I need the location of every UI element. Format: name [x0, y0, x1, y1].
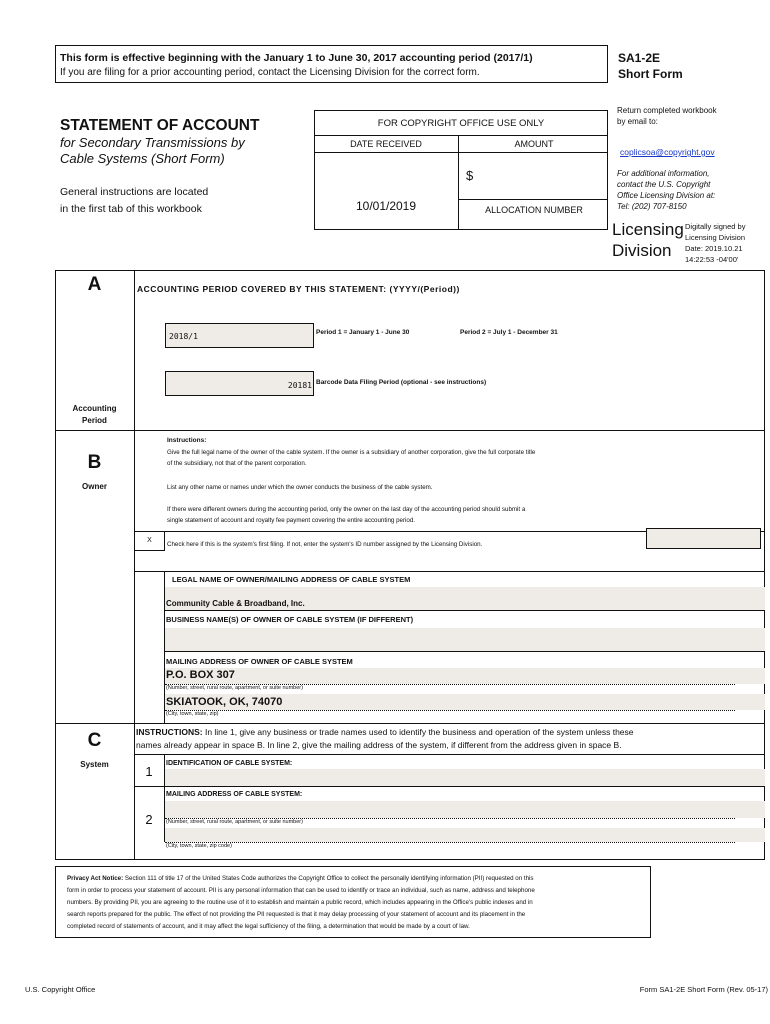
page-subtitle-2: Cable Systems (Short Form) — [60, 151, 225, 166]
system-id-input[interactable] — [646, 528, 761, 549]
legal-name-label: LEGAL NAME OF OWNER/MAILING ADDRESS OF CABLE SYSTEM — [172, 575, 411, 584]
date-received-label: DATE RECEIVED — [350, 139, 422, 149]
system-city-input[interactable] — [165, 828, 765, 842]
signature-text-1: Digitally signed by — [685, 222, 746, 231]
business-names-input[interactable] — [165, 628, 765, 651]
accounting-period-value: 2018/1 — [169, 332, 198, 341]
accounting-period-heading: ACCOUNTING PERIOD COVERED BY THIS STATEMENT: (YYYY/(Period)) — [137, 284, 460, 294]
section-b-label: Owner — [82, 482, 107, 491]
owner-city-value: SKIATOOK, OK, 74070 — [166, 696, 283, 708]
system-mailing-label: MAILING ADDRESS OF CABLE SYSTEM: — [166, 791, 303, 798]
owner-instr-3: List any other name or names under which the owner conducts the business of the cable system. — [167, 484, 433, 491]
contact-info-1: For additional information, — [617, 169, 710, 178]
notice-line-2: If you are filing for a prior accounting period, contact the Licensing Division for the correct form. — [60, 67, 480, 78]
section-c-letter: C — [87, 730, 102, 751]
section-b-letter: B — [87, 452, 102, 473]
barcode-period-value: 20181 — [287, 381, 312, 390]
owner-instr-1: Give the full legal name of the owner of the cable system. If the owner is a subsidiary of another corporation, give the full corporate title — [167, 449, 536, 456]
first-filing-text: Check here if this is the system's first filing. If not, enter the system's ID number assigned by the Licensing Division. — [167, 541, 483, 548]
amount-label: AMOUNT — [514, 139, 554, 149]
legal-name-value: Community Cable & Broadband, Inc. — [166, 599, 305, 608]
owner-street-input[interactable] — [165, 668, 765, 684]
date-received-value: 10/01/2019 — [355, 199, 417, 213]
owner-instr-5: single statement of account and royalty fee payment covering the entire accounting period. — [167, 517, 415, 524]
section-a-letter: A — [87, 274, 102, 295]
system-instructions-1 — [136, 727, 634, 737]
owner-instr-4: If there were different owners during the accounting period, only the owner on the last day of the accounting period should submit a — [167, 506, 526, 513]
system-instructions-heading: INSTRUCTIONS: — [136, 727, 203, 737]
period-2-text: Period 2 = July 1 - December 31 — [460, 329, 558, 336]
owner-instr-2: of the subsidiary, not that of the parent corporation. — [167, 460, 307, 467]
general-instructions-1: General instructions are located — [60, 186, 209, 198]
barcode-period-text: Barcode Data Filing Period (optional - see instructions) — [316, 379, 487, 386]
privacy-line-2: form in order to process your statement of account. PII is any personal information that can be used to identify or trace an individual, such as name, address and telephone — [67, 887, 535, 894]
amount-dollar-sign: $ — [466, 168, 474, 183]
privacy-line-1 — [67, 875, 534, 882]
system-city-hint: (City, town, state, zip code) — [166, 843, 232, 849]
signature-name-1: Licensing — [612, 220, 684, 239]
system-line-2-number: 2 — [145, 812, 153, 827]
owner-city-hint: (City, town, state, zip) — [166, 711, 219, 717]
privacy-heading: Privacy Act Notice: — [67, 875, 124, 882]
privacy-line-3: numbers. By providing PII, you are agreeing to the routine use of it to establish and maintain a public record, which includes appearing in the Office's public indexes and in — [67, 899, 533, 906]
privacy-text-1: Section 111 of title 17 of the United States Code authorizes the Copyright Office to collect the personally identifying information (PII) requested on this — [123, 875, 534, 882]
return-email-link[interactable]: coplicsoa@copyright.gov — [620, 147, 715, 157]
contact-info-4: Tel: (202) 707-8150 — [617, 202, 687, 211]
contact-info-3: Office Licensing Division at: — [617, 191, 716, 200]
form-name: Short Form — [618, 67, 683, 81]
first-filing-mark: X — [147, 537, 152, 544]
footer-left: U.S. Copyright Office — [25, 985, 96, 994]
notice-line-1: This form is effective beginning with the January 1 to June 30, 2017 accounting period (2017/1) — [60, 52, 533, 64]
owner-instructions-heading: Instructions: — [167, 437, 207, 444]
signature-text-4: 14:22:53 -04'00' — [685, 255, 739, 264]
period-1-text: Period 1 = January 1 - June 30 — [316, 329, 410, 336]
footer-right: Form SA1-2E Short Form (Rev. 05-17) — [639, 985, 768, 994]
signature-text-2: Licensing Division — [685, 233, 746, 242]
system-id-name-input[interactable] — [165, 769, 765, 786]
owner-street-hint: (Number, street, rural route, apartment, or suite number) — [166, 685, 303, 691]
owner-mailing-label: MAILING ADDRESS OF OWNER OF CABLE SYSTEM — [166, 657, 353, 666]
system-instructions-2: names already appear in space B. In line 2, give the mailing address of the system, if different from the address given in space B. — [136, 740, 622, 750]
signature-text-3: Date: 2019.10.21 — [685, 244, 743, 253]
privacy-line-4: search reports prepared for the public. The effect of not providing the PII requested is that it may delay processing of your statement of account and its placement in the — [67, 911, 526, 918]
general-instructions-2: in the first tab of this workbook — [60, 203, 202, 215]
return-info-1: Return completed workbook — [617, 106, 717, 115]
form-code: SA1-2E — [618, 51, 661, 65]
section-a-label-2: Period — [82, 416, 107, 425]
office-use-title: FOR COPYRIGHT OFFICE USE ONLY — [377, 118, 545, 129]
privacy-line-5: completed record of statements of account, and it may affect the legal sufficiency of the filing, a determination that would be made by a court of law. — [67, 923, 470, 930]
section-c-label: System — [80, 760, 109, 769]
contact-info-2: contact the U.S. Copyright — [617, 180, 711, 189]
system-id-label: IDENTIFICATION OF CABLE SYSTEM: — [166, 760, 293, 767]
signature-name-2: Division — [612, 241, 672, 260]
page-title: STATEMENT OF ACCOUNT — [60, 117, 260, 134]
section-a-label-1: Accounting — [72, 404, 117, 413]
return-info-2: by email to: — [617, 117, 658, 126]
system-instructions-text-1: In line 1, give any business or trade names used to identify the business and operation of the system unless these — [202, 727, 634, 737]
page-subtitle-1: for Secondary Transmissions by — [60, 135, 245, 150]
system-street-input[interactable] — [165, 801, 765, 818]
business-names-label: BUSINESS NAME(S) OF OWNER OF CABLE SYSTEM (IF DIFFERENT) — [166, 615, 414, 624]
system-street-hint: (Number, street, rural route, apartment, or suite number) — [166, 819, 303, 825]
owner-street-value: P.O. BOX 307 — [166, 669, 235, 681]
system-line-1-number: 1 — [145, 764, 153, 779]
allocation-number-label: ALLOCATION NUMBER — [485, 205, 583, 215]
